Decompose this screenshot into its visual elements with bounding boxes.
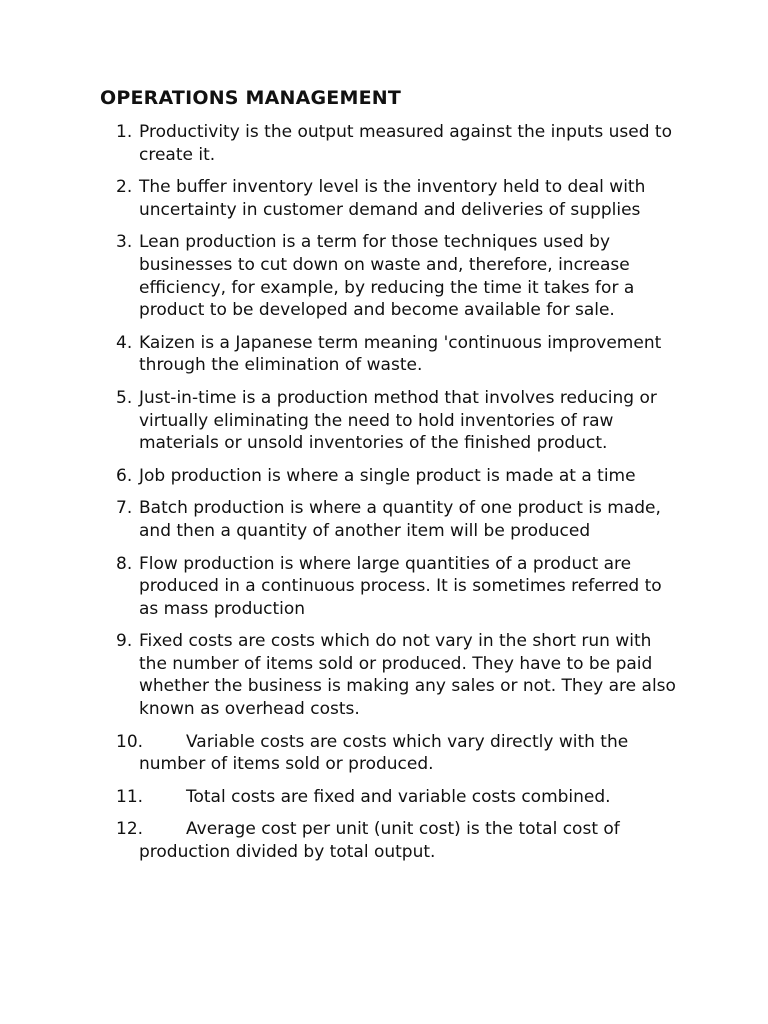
item-number: 5. [116, 387, 133, 408]
list-item [0, 818, 768, 863]
list-item [0, 786, 768, 809]
list-item [0, 176, 768, 221]
item-text: Productivity is the output measured against the inputs used to create it. [139, 122, 672, 165]
item-text: Batch production is where a quantity of one product is made, and then a quantity of another item will be produced [139, 498, 661, 541]
item-number: 10. [116, 731, 144, 752]
item-text: Flow production is where large quantities of a product are produced in a continuous process. It is sometimes referred to as mass production [139, 553, 662, 619]
item-text: Just-in-time is a production method that involves reducing or virtually eliminating the need to hold inventories of raw materials or unsold inventories of the finished product. [139, 387, 657, 454]
item-text: Average cost per unit (unit cost) is the total cost of production divided by total output. [139, 819, 620, 863]
item-text: Kaizen is a Japanese term meaning 'continuous improvement through the elimination of waste. [139, 332, 662, 376]
item-text: The buffer inventory level is the inventory held to deal with uncertainty in customer demand and deliveries of supplies [139, 177, 646, 220]
item-text: Fixed costs are costs which do not vary in the short run with the number of items sold or produced. They have to be paid whether the business is making any sales or not. They are also known as overhead costs. [139, 631, 676, 720]
definitions-list [0, 121, 768, 874]
list-item [0, 231, 768, 321]
item-text: Lean production is a term for those techniques used by businesses to cut down on waste and, therefore, increase efficiency, for example, by reducing the time it takes for a product to be developed and become available for sale. [139, 232, 635, 321]
document-title: OPERATIONS MANAGEMENT [100, 87, 402, 109]
item-text: Variable costs are costs which vary directly with the number of items sold or produced. [139, 731, 629, 775]
item-number: 1. [116, 122, 133, 142]
item-number: 8. [116, 553, 133, 574]
list-item [0, 387, 768, 455]
item-text: Total costs are fixed and variable costs combined. [186, 786, 611, 807]
item-number: 3. [116, 232, 133, 253]
list-item [0, 332, 768, 377]
list-item [0, 731, 768, 776]
item-number: 12. [116, 819, 144, 840]
item-number: 7. [116, 498, 133, 519]
item-text: Job production is where a single product is made at a time [139, 465, 636, 486]
item-number: 9. [116, 631, 133, 652]
item-number: 4. [116, 332, 133, 353]
list-item [0, 121, 768, 166]
list-item [0, 465, 768, 488]
item-number: 6. [116, 465, 133, 486]
list-item [0, 630, 768, 720]
item-number: 11. [116, 786, 144, 807]
list-item [0, 553, 768, 621]
item-number: 2. [116, 177, 133, 198]
list-item [0, 497, 768, 542]
